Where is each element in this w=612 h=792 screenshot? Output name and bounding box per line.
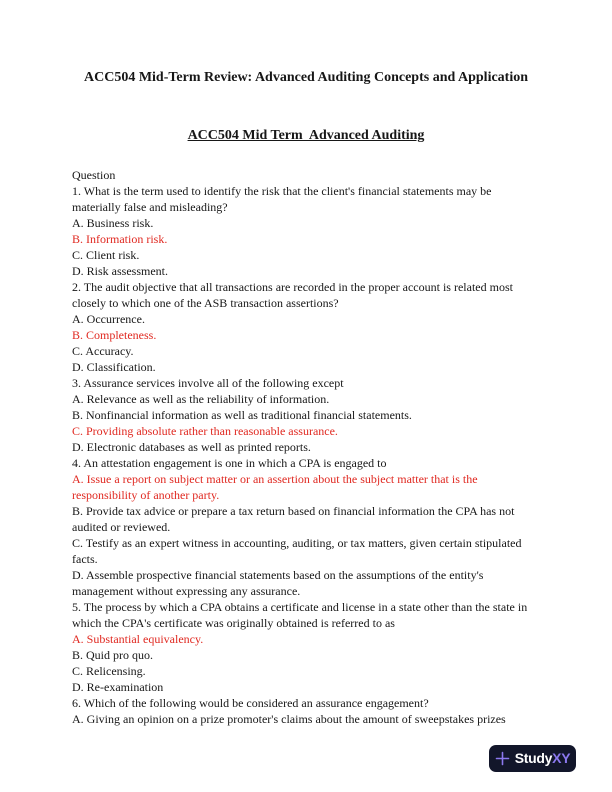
question-content [72,167,540,727]
document-text-line: A. Occurrence. [72,312,145,326]
document-text-line: 2. The audit objective that all transactions are recorded in the proper account is related most [72,280,513,294]
document-text-line: B. Provide tax advice or prepare a tax return based on financial information the CPA has not [72,504,515,518]
document-text-line: C. Client risk. [72,248,140,262]
document-text-line: B. Quid pro quo. [72,648,153,662]
document-text-line: C. Relicensing. [72,664,146,678]
document-text-line: C. Testify as an expert witness in accounting, auditing, or tax matters, given certain stipulated [72,536,522,550]
logo-text-accent: XY [552,749,571,766]
document-text-line: B. Nonfinancial information as well as traditional financial statements. [72,408,412,422]
document-text-line: D. Assemble prospective financial statements based on the assumptions of the entity's [72,568,484,582]
document-text-line: Question [72,168,116,182]
document-text-line: D. Re-examination [72,680,164,694]
studyxy-logo[interactable] [489,745,576,772]
document-title: ACC504 Mid-Term Review: Advanced Auditing Concepts and Application [83,70,529,85]
document-text-line: D. Electronic databases as well as printed reports. [72,440,311,454]
document-text-line: 4. An attestation engagement is one in which a CPA is engaged to [72,456,387,470]
correct-answer-line: responsibility of another party. [72,488,220,502]
document-text-line: which the CPA's certificate was originally obtained is referred to as [72,616,395,630]
document-text-line: closely to which one of the ASB transaction assertions? [72,296,339,310]
document-text-line: D. Risk assessment. [72,264,168,278]
document-text-line: management without expressing any assurance. [72,584,301,598]
correct-answer-line: A. Substantial equivalency. [72,632,204,646]
correct-answer-line: B. Completeness. [72,328,157,342]
document-text-line: A. Business risk. [72,216,154,230]
document-text-line: audited or reviewed. [72,520,171,534]
logo-text-primary: Study [514,749,553,766]
logo-text [515,750,570,768]
document-text-line: facts. [72,552,98,566]
document-text-line: materially false and misleading? [72,200,228,214]
document-subtitle: ACC504 Mid Term Advanced Auditing [187,128,425,143]
document-text-line: A. Relevance as well as the reliability of information. [72,392,330,406]
correct-answer-line: C. Providing absolute rather than reasonable assurance. [72,424,338,438]
document-text-line: C. Accuracy. [72,344,134,358]
correct-answer-line: B. Information risk. [72,232,168,246]
document-text-line: D. Classification. [72,360,156,374]
document-text-line: 5. The process by which a CPA obtains a certificate and license in a state other than the state in [72,600,528,614]
correct-answer-line: A. Issue a report on subject matter or an assertion about the subject matter that is the [72,472,478,486]
document-text-line: 3. Assurance services involve all of the following except [72,376,344,390]
document-text-line: 1. What is the term used to identify the risk that the client's financial statements may be [72,184,492,198]
document-text-line: A. Giving an opinion on a prize promoter's claims about the amount of sweepstakes prizes [72,712,506,726]
document-text-line: 6. Which of the following would be considered an assurance engagement? [72,696,429,710]
plus-icon [495,751,510,766]
